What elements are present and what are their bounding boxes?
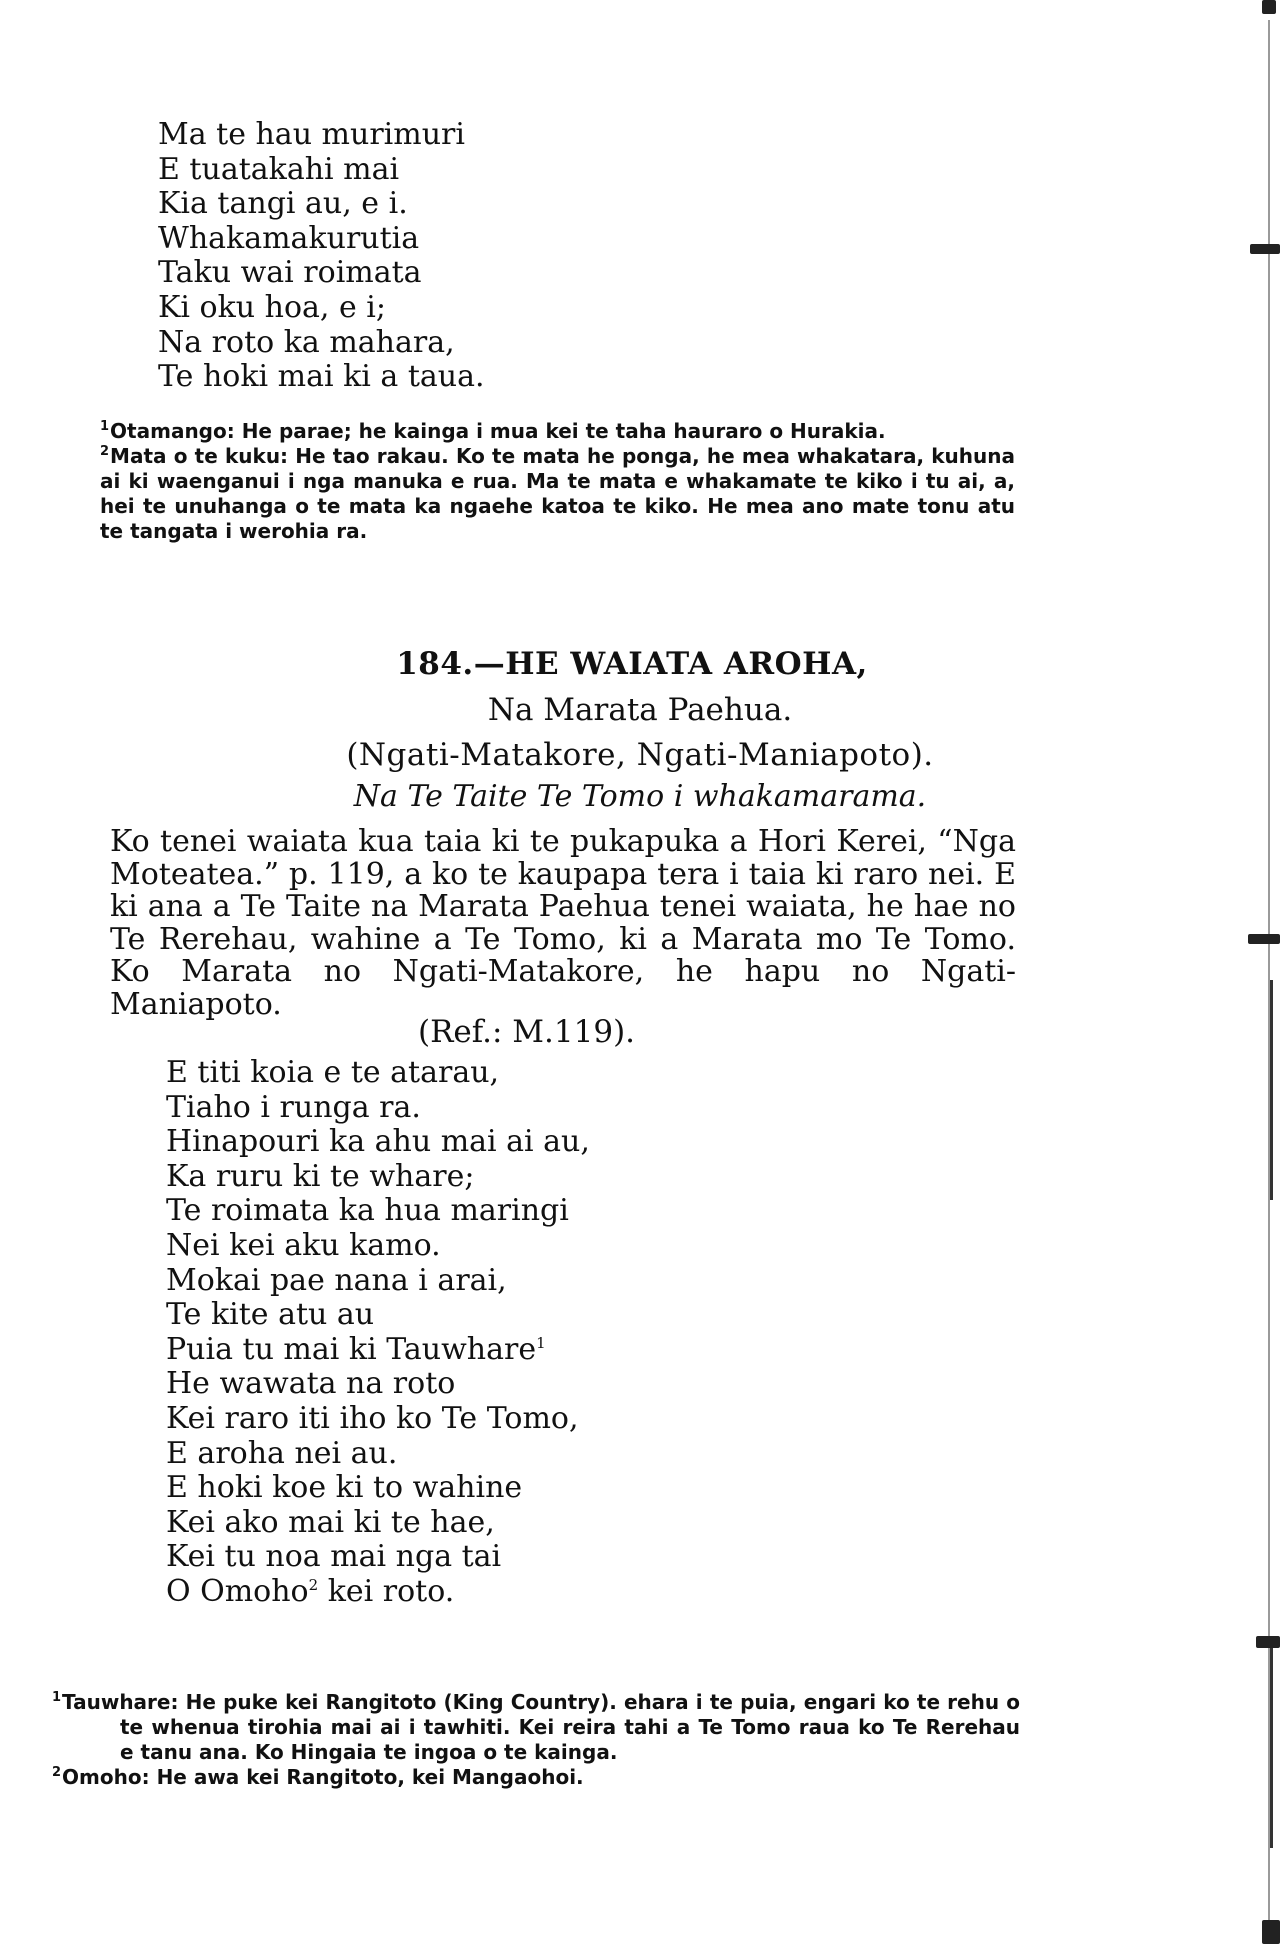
scan-mark [1250, 244, 1280, 254]
scan-mark [1256, 1636, 1280, 1648]
footnotes-bottom [52, 1690, 1020, 1790]
poem-line-text: E titi koia e te atarau, [166, 1055, 500, 1090]
poem-line [166, 1402, 590, 1437]
footnote-number: 2 [52, 1765, 62, 1781]
poem-line: Ki oku hoa, e i; [158, 289, 386, 325]
reference: (Ref.: M.119). [418, 1014, 636, 1050]
poem-line-text: Hinapouri ka ahu mai ai au, [166, 1124, 590, 1160]
song-author: Na Marata Paehua. [487, 692, 793, 728]
poem-line-text: Kei raro iti iho ko Te Tomo, [166, 1400, 579, 1436]
poem-line [166, 1540, 590, 1575]
poem-line: Taku wai roimata [158, 255, 422, 291]
poem-line-text: Tiaho i runga ra. [166, 1089, 421, 1125]
poem-line-text: Te roimata ka hua maringi [166, 1193, 569, 1229]
poem-line-text: Puia tu mai ki Tauwhare [166, 1331, 537, 1367]
poem-line [166, 1471, 590, 1506]
poem-line-text: Te kite atu au [166, 1297, 375, 1333]
poem-line-text: Kei ako mai ki te hae, [166, 1504, 495, 1540]
footnote-text: Mata o te kuku: He tao rakau. Ko te mata he ponga, he mea whakatara, kuhuna ai ki waenganui i nga manuka e rua. Ma te mata e whakamate te kiko i tu ai, a, hei te unuhanga o te mata ka ngaehe katoa te kiko. He mea ano mate tonu atu te tangata i werohia ra. [100, 444, 1015, 543]
footnote-number: 2 [100, 444, 110, 460]
poem-top [158, 118, 485, 395]
intro-paragraph: Ko tenei waiata kua taia ki te pukapuka a Hori Kerei, “Nga Moteatea.” p. 119, a ko te kaupapa tera i taia ki raro nei. E ki ana a Te Taite na Marata Paehua tenei waiata, he hae no Te Rerehau, wahine a Te Tomo, ki a Marata mo Te Tomo. Ko Marata no Ngati-Matakore, he hapu no Ngati-Maniapoto. [110, 824, 1016, 1022]
footnote-number: 1 [52, 1690, 62, 1706]
footnote-marker: 1 [536, 1333, 546, 1352]
poem-line: Te hoki mai ki a taua. [158, 359, 485, 395]
poem-line [166, 1367, 590, 1402]
poem-line-text: O Omoho [166, 1573, 309, 1609]
footnote-text: Otamango: He parae; he kainga i mua kei te taha hauraro o Hurakia. [110, 419, 886, 443]
poem-line [166, 1506, 590, 1541]
poem-main [166, 1056, 590, 1610]
poem-line [166, 1125, 590, 1160]
poem-line [166, 1298, 590, 1333]
scan-mark [1248, 934, 1280, 944]
footnote [100, 419, 1015, 444]
poem-line-text: E aroha nei au. [166, 1435, 398, 1471]
poem-line [166, 1575, 590, 1610]
scan-mark [1262, 0, 1276, 14]
scan-mark [1262, 1920, 1280, 1944]
footnote-text: Tauwhare: He puke kei Rangitoto (King Country). ehara i te puia, engari ko te rehu o te whenua tirohia mai ai i tawhiti. Kei reira tahi a Te Tomo raua ko Te Rerehau e tanu ana. Ko Hingaia te ingoa o te kainga. [62, 1690, 1020, 1764]
footnotes-top [100, 419, 1015, 544]
footnote-text: Omoho: He awa kei Rangitoto, kei Mangaohoi. [62, 1765, 584, 1789]
poem-line [166, 1437, 590, 1472]
poem-line-text: Kei tu noa mai nga tai [166, 1539, 502, 1575]
song-title: 184.—HE WAIATA AROHA, [396, 646, 868, 682]
poem-line: Kia tangi au, e i. [158, 186, 408, 222]
poem-line [166, 1264, 590, 1299]
poem-line [166, 1229, 590, 1264]
poem-line-text: E hoki koe ki to wahine [166, 1470, 523, 1506]
footnote [52, 1690, 1020, 1765]
poem-line [166, 1091, 590, 1126]
poem-line-text: Nei kei aku kamo. [166, 1227, 441, 1263]
footnote [100, 444, 1015, 544]
poem-line [166, 1160, 590, 1195]
song-tribe: (Ngati-Matakore, Ngati-Maniapoto). [346, 737, 934, 773]
scan-edge-line [1270, 1648, 1273, 1848]
poem-line-text: Ka ruru ki te whare; [166, 1158, 475, 1194]
poem-line [166, 1056, 590, 1091]
poem-line-text: kei roto. [318, 1573, 455, 1609]
poem-line: E tuatakahi mai [158, 151, 400, 187]
footnote-number: 1 [100, 419, 110, 435]
poem-line: Ma te hau murimuri [158, 117, 465, 152]
poem-line: Na roto ka mahara, [158, 324, 455, 360]
footnote-marker: 2 [308, 1575, 319, 1594]
poem-line [166, 1194, 590, 1229]
poem-line-text: Mokai pae nana i arai, [166, 1262, 507, 1298]
song-explainer: Na Te Taite Te Tomo i whakamarama. [353, 779, 927, 814]
poem-line-text: He wawata na roto [166, 1366, 456, 1402]
footnote [52, 1765, 1020, 1790]
poem-line [166, 1333, 590, 1368]
scan-edge-line [1270, 980, 1273, 1200]
poem-line: Whakamakurutia [158, 220, 420, 256]
